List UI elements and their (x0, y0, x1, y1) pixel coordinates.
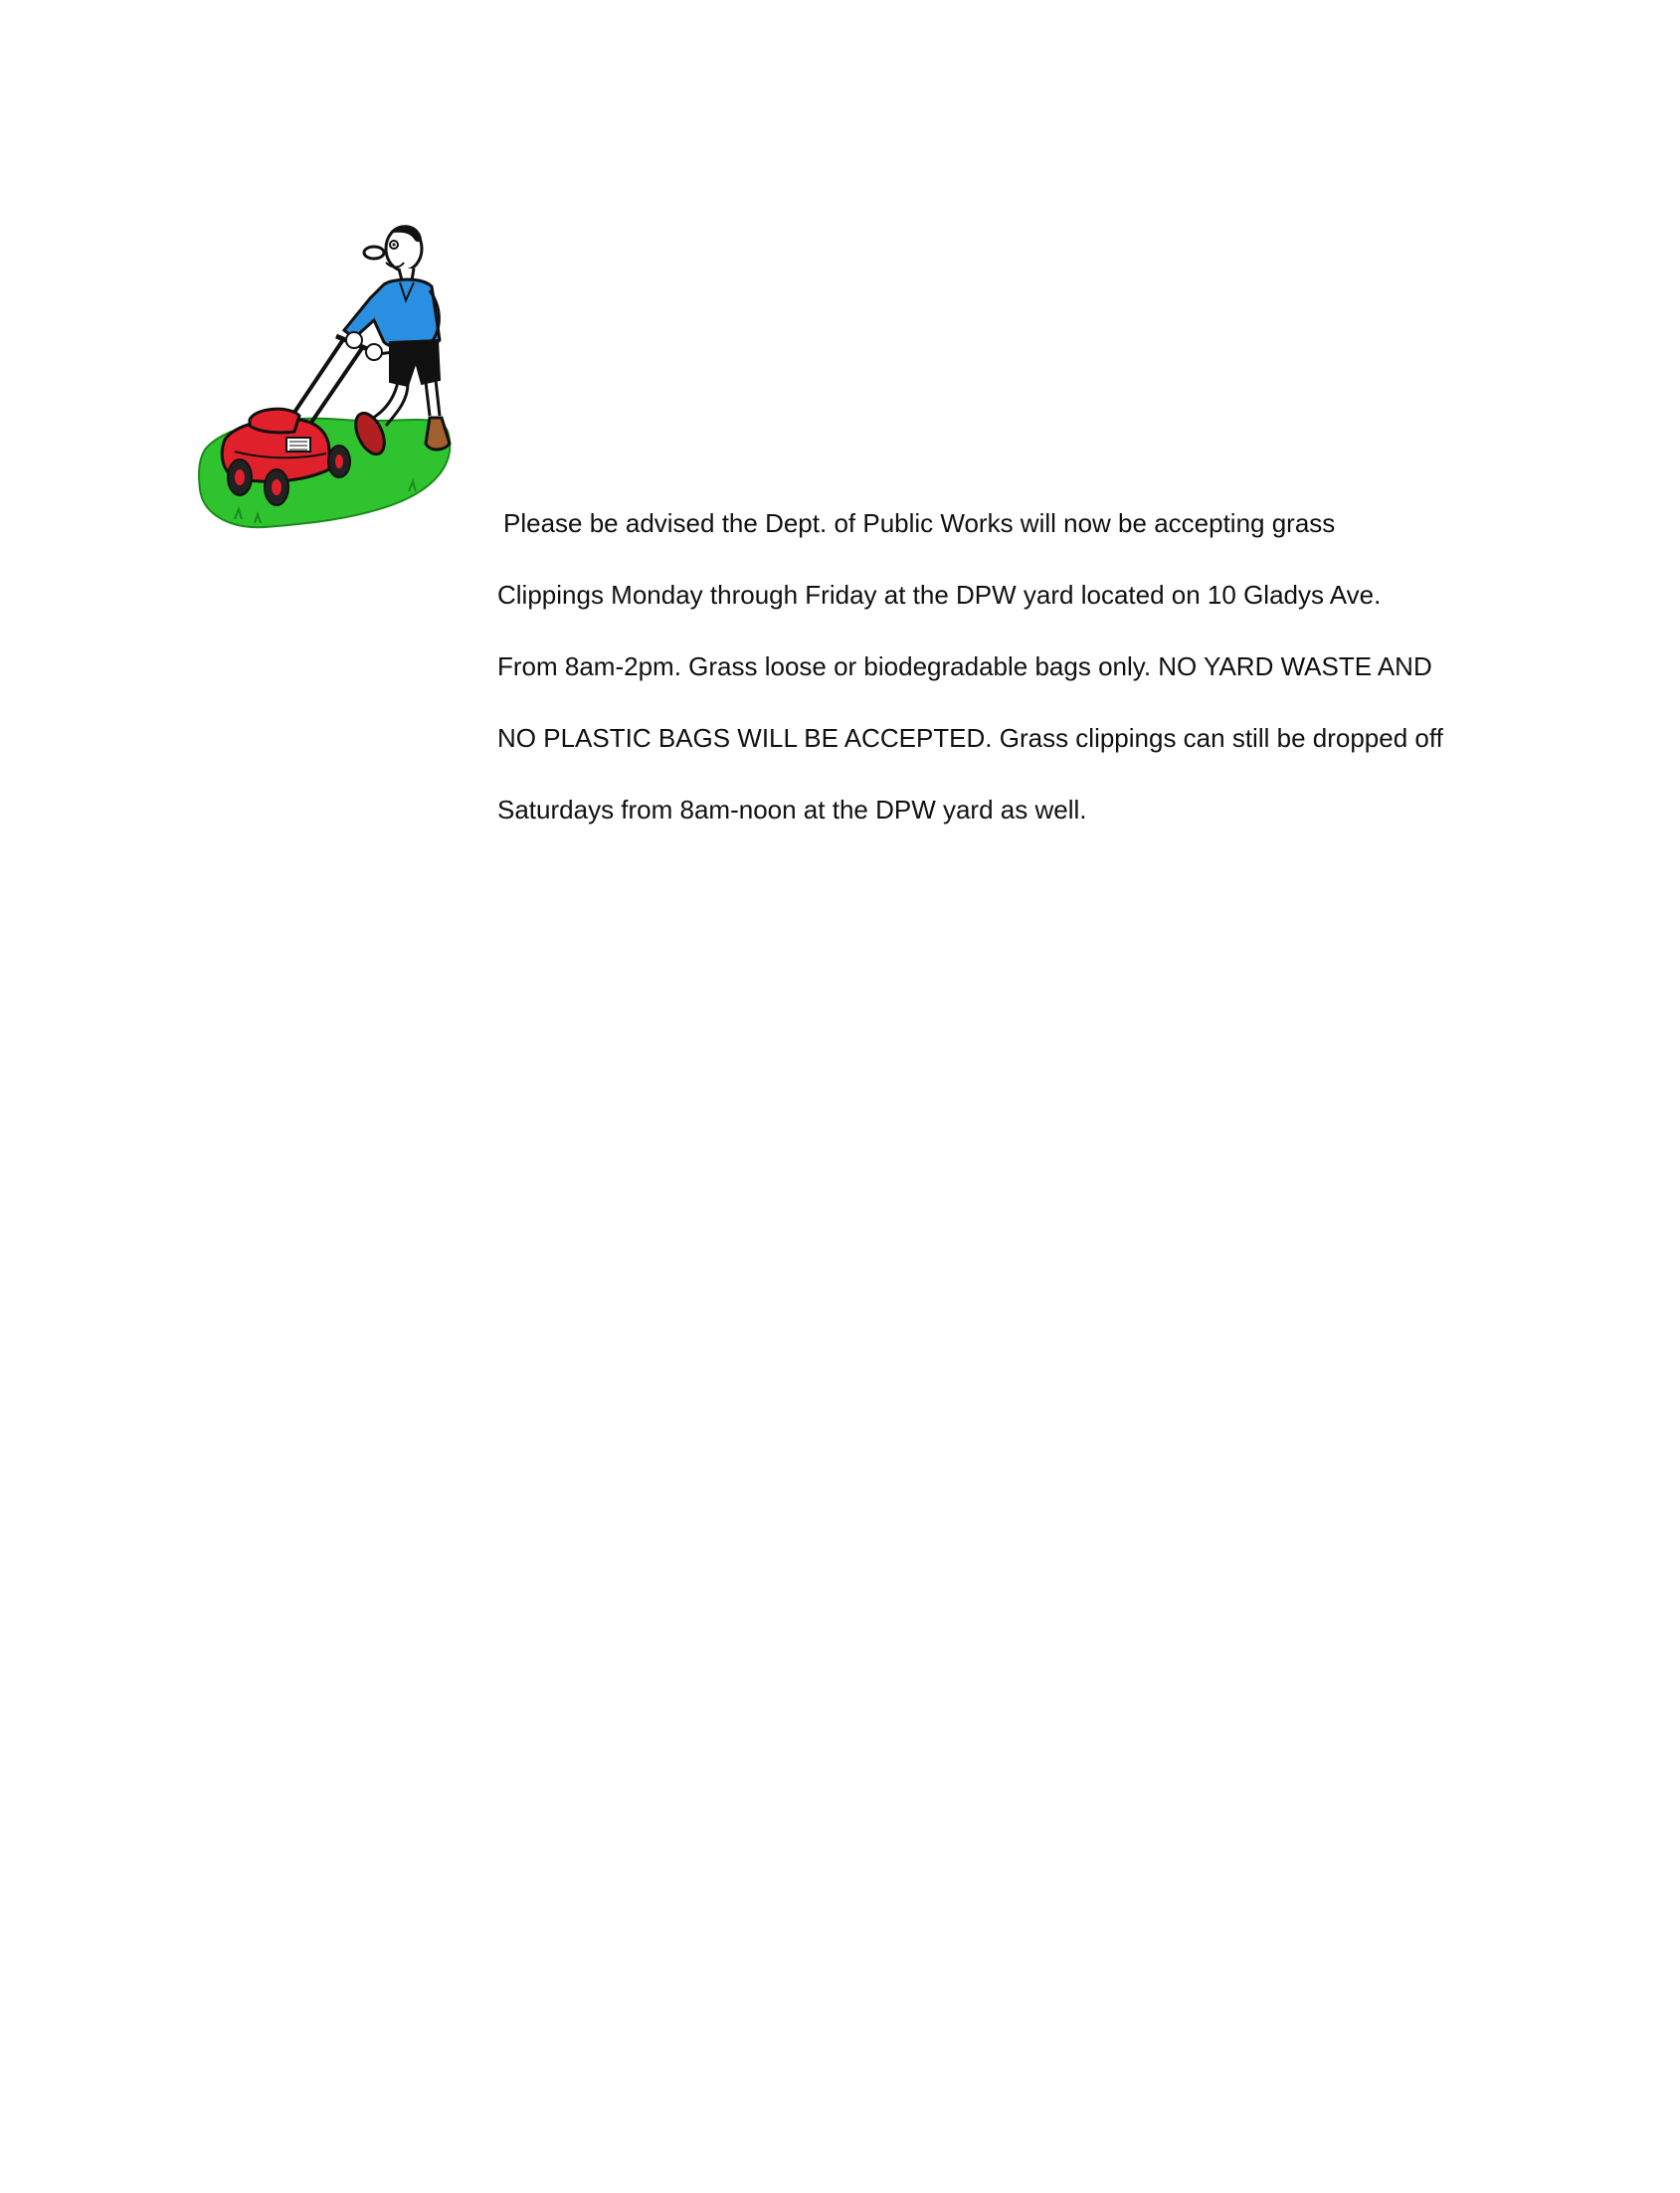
notice-line: From 8am-2pm. Grass loose or biodegradable bags only. NO YARD WASTE AND (497, 651, 1432, 681)
notice-line: Clippings Monday through Friday at the DPW yard located on 10 Gladys Ave. (497, 580, 1382, 610)
notice-line: Saturdays from 8am-noon at the DPW yard as well. (497, 795, 1087, 824)
notice-text (497, 487, 1552, 845)
notice-line: Please be advised the Dept. of Public Works will now be accepting grass (503, 508, 1336, 538)
notice-line: NO PLASTIC BAGS WILL BE ACCEPTED. Grass clippings can still be dropped off (497, 723, 1443, 753)
lawn-mower-man-icon (195, 221, 483, 537)
